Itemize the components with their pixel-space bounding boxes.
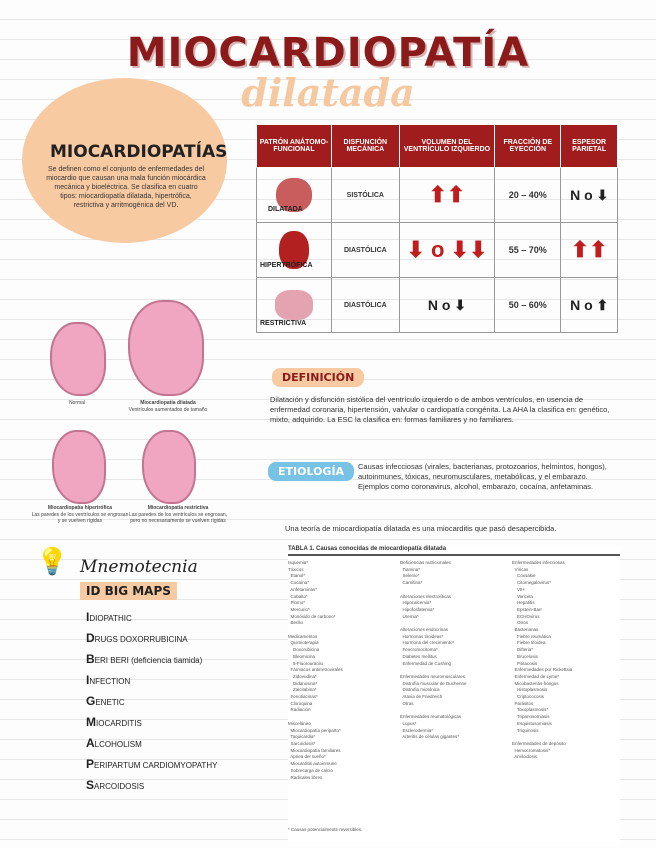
list-item: SARCOIDOSIS xyxy=(86,778,145,792)
list-item: BERI BERI (deficiencia tiamida) xyxy=(86,652,203,666)
definicion-label: DEFINICIÓN xyxy=(272,368,364,387)
causes-footnote: * Causas potencialmente reversibles. xyxy=(288,827,363,832)
table-header: DISFUNCIÓN MECÁNICA xyxy=(332,125,400,168)
page-subtitle: dilatada xyxy=(241,70,415,115)
lightbulb-icon: 💡 xyxy=(36,546,69,576)
causes-table-title: TABLA 1. Causas conocidas de miocardiopatía dilatada xyxy=(288,546,620,556)
table-row xyxy=(257,223,618,278)
table-header-row xyxy=(257,125,618,168)
mnemonic-list xyxy=(86,610,286,799)
mnemonic-badge: ID BIG MAPS xyxy=(80,582,177,600)
heart-dilatada-title: Miocardiopatía dilatada xyxy=(140,400,196,406)
causes-column-2: Deficiencias nutricionales Tiamina* Selenio* Carnitina* Alteraciones electrolíticas Hipocalcemia* Hipofosfatemia* Uremia* Alteraciones endocrinas Hormonas tiroideas* Hormona del crecimiento* Feocromocitoma* Diabetes mellitus Enfermedad de Cushing Enfermedades neuromusculares Distrofia muscular de Duchenne Distrofia miotónica Ataxia de Friedreich Otras Enfermedades reumatológicas Lupus* Esclerodermia* Arteritis de células gigantes* xyxy=(400,560,467,740)
list-item: PERIPARTUM CARDIOMYOPATHY xyxy=(86,757,218,771)
table-cell: N o ⬆ xyxy=(561,278,618,333)
heart-restrictiva-caption: Las paredes de los ventrículos se engrosan, pero no necesariamente se vuelven rígidas xyxy=(128,512,228,524)
table-cell: ⬆⬆ xyxy=(561,223,618,278)
heart-normal-title: Normal xyxy=(68,400,86,406)
list-item: DRUGS DOXORRUBICINA xyxy=(86,631,188,645)
table-row xyxy=(257,168,618,223)
table-header: PATRÓN ANÁTOMO-FUNCIONAL xyxy=(257,125,332,168)
table-cell: ⬆⬆ xyxy=(399,168,495,223)
table-cell: ⬇ o ⬇⬇ xyxy=(399,223,495,278)
etiologia-label: ETIOLOGÍA xyxy=(268,462,354,481)
table-cell: 55 – 70% xyxy=(495,223,561,278)
row-label-restrictiva: RESTRICTIVA xyxy=(260,320,307,327)
page-title: MIOCARDIOPATÍA xyxy=(126,30,530,76)
row-label-hipertrofica: HIPERTRÓFICA xyxy=(260,262,313,269)
heart-image-dilatada xyxy=(257,168,332,223)
heart-restrictiva-illustration xyxy=(142,430,196,504)
teoria-text: Una teoría de miocardiopatía dilatada es una miocarditis que pasó desapercibida. xyxy=(285,524,557,533)
table-header: ESPESOR PARIETAL xyxy=(561,125,618,168)
heart-normal-illustration xyxy=(50,322,106,396)
classification-table xyxy=(256,124,618,333)
intro-heading: MIOCARDIOPATÍAS xyxy=(50,142,228,162)
table-cell: N o ⬇ xyxy=(399,278,495,333)
etiologia-text: Causas infecciosas (virales, bacterianas, protozoarios, helmintos, hongos), autoinmunes, tóxicas, neuromusculares, metabólicas, y el embarazo. Ejemplos como coronavirus, alcohol, embarazo, cocaína, anfetaminas. xyxy=(358,462,607,491)
causes-table xyxy=(288,546,620,842)
list-item: MIOCARDITIS xyxy=(86,715,142,729)
heart-restrictiva-title: Miocardiopatía restrictiva xyxy=(147,505,209,511)
mnemonic-title: Mnemotecnia xyxy=(80,557,198,577)
table-cell: DIASTÓLICA xyxy=(332,278,400,333)
table-row xyxy=(257,278,618,333)
table-cell: SISTÓLICA xyxy=(332,168,400,223)
heart-image-hipertrofica xyxy=(257,223,332,278)
table-header: VOLUMEN DEL VENTRÍCULO IZQUIERDO xyxy=(399,125,495,168)
definicion-text: Dilatación y disfunción sistólica del ventrículo izquierdo o de ambos ventrículos, en usencia de enfermedad coronaria, hipertensión, valvular o cardiopatía congénita. La AHA la clasifica en: genético, mixto, adquirido. La ESC la clasifica en: formas familiares y no familiares. xyxy=(270,395,610,424)
intro-text: Se definen como el conjunto de enfermedades del miocardio que causan una mala función miocárdica mecánica y bioeléctrica. Se clasifica en cuatro tipos: miocardiopatía dilatada, hipertrófica, restrictiva y arritmogénica del VD. xyxy=(46,166,206,209)
heart-hipertrofica-illustration xyxy=(52,430,106,504)
heart-hipertrofica-caption: Las paredes de los ventrículos se engrosan y se vuelven rígidas xyxy=(31,512,129,524)
heart-hipertrofica-title: Miocardiopatía hipertrófica xyxy=(47,505,113,511)
causes-column-1: Isquemia* Tóxicos Etanol* Cocaína* Anfetaminas* Cobalto* Plomo* Mercurio* Monóxido de carbono* Berilio Medicamentos Quimioterapia Doxorubicina Bleomicina 5-Fluorouracilo Fármacos antirretrovirales Zidovudina* Didanosina* Zalcitabina* Fenotiacinas* Cloroquina Radiación Misceláneo Miocardiopatía periparto* Taquicardia* Sarcoidosis* Miocardiopatía familiares Apnea del sueño* Miocarditis autoinmune Sobrecarga de calcio Radicales libres xyxy=(288,560,343,780)
list-item: GENETIC xyxy=(86,694,125,708)
heart-dilatada-caption: Ventrículos aumentados de tamaño xyxy=(128,407,208,413)
causes-column-3: Enfermedades infecciosas Víricas Coxsakie Citomegalovirus* VIH Varicela Hepatitis Epstein-Barr ECHOvirus Otros Bacterianas Fiebre reumática Fiebre tifoidea Difteria* Brucelosis Psitacosis Enfermedades por Rickettsia Enfermedad de Lyme* Micobacterias-hongos Histoplasmosis Criptococosis Parásitos Toxoplasmosis* Tripanosomiasis Esquistosomiasis Triquinosis Enfermedades de depósito Hemocromatosis* Amiloidosis xyxy=(512,560,573,760)
table-cell: N o ⬇ xyxy=(561,168,618,223)
table-cell: 50 – 60% xyxy=(495,278,561,333)
row-label-dilatada: DILATADA xyxy=(268,206,303,213)
table-cell: 20 – 40% xyxy=(495,168,561,223)
heart-dilatada-illustration xyxy=(128,300,204,396)
list-item: IDIOPATHIC xyxy=(86,610,132,624)
table-cell: DIASTÓLICA xyxy=(332,223,400,278)
list-item: INFECTION xyxy=(86,673,131,687)
list-item: ALCOHOLISM xyxy=(86,736,142,750)
table-header: FRACCIÓN DE EYECCIÓN xyxy=(495,125,561,168)
